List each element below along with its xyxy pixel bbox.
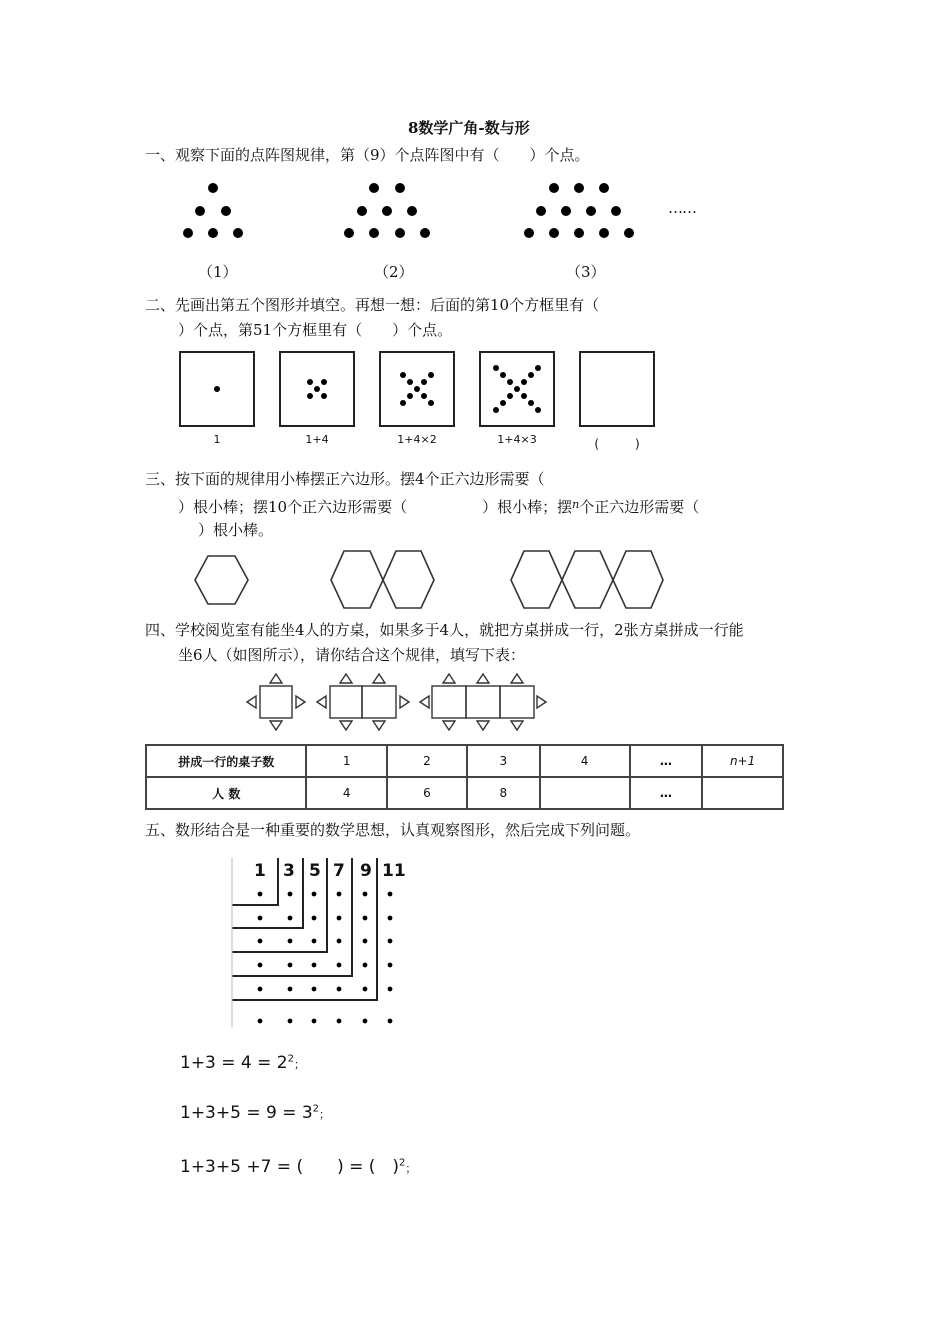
table-cell: 1 — [306, 745, 386, 777]
table-cell: 4 — [306, 777, 386, 809]
exponent: 2 — [399, 1157, 406, 1169]
table-cell: … — [630, 745, 703, 777]
column-number: 7 — [333, 861, 345, 881]
dot — [363, 963, 368, 968]
question-3-line-2-part-a: ）根小棒；摆10个正六边形需要（ ）根小棒；摆 — [178, 498, 573, 516]
column-number: 9 — [360, 861, 372, 881]
dot — [388, 987, 393, 992]
box-label-1: 1 — [213, 433, 221, 446]
dot — [312, 892, 317, 897]
equation-2: $1+3+5 = 9 = 3^2$； — [180, 1103, 331, 1123]
question-3-line-3: ）根小棒。 — [198, 521, 274, 539]
figure-label-3: （3） — [566, 263, 606, 281]
dot — [363, 892, 368, 897]
dot — [258, 892, 263, 897]
dot — [363, 939, 368, 944]
question-5-text: 五、数形结合是一种重要的数学思想，认真观察图形，然后完成下列问题。 — [145, 821, 641, 839]
table-cell: … — [630, 777, 703, 809]
question-4-line-1: 四、学校阅览室有能坐4人的方桌，如果多于4人，就把方桌拼成一行，2张方桌拼成一行能 — [145, 621, 744, 639]
table-header-tables: 拼成一行的桌子数 — [146, 745, 306, 777]
question-4-line-2: 坐6人（如图所示），请你结合这个规律，填写下表： — [178, 646, 526, 664]
dot — [388, 916, 393, 921]
table-cell: 3 — [467, 745, 539, 777]
box-label-4: 1+4×3 — [497, 433, 537, 446]
figure-label-1: （1） — [198, 263, 238, 281]
dot — [388, 892, 393, 897]
dot — [312, 939, 317, 944]
dot — [337, 916, 342, 921]
equation-3: 1+3+5 +7 = ( ) = ( )$^2$； — [180, 1157, 417, 1177]
table-cell: 6 — [387, 777, 467, 809]
dot — [312, 963, 317, 968]
ellipsis: …… — [668, 199, 696, 217]
exponent: 2 — [287, 1053, 294, 1065]
dot — [258, 963, 263, 968]
dot — [337, 987, 342, 992]
dot — [288, 963, 293, 968]
dot — [258, 939, 263, 944]
table-cell: n+1 — [702, 745, 783, 777]
question-2-line-2: ）个点，第51个方框里有（ ）个点。 — [178, 321, 453, 339]
dot — [363, 1019, 368, 1024]
dot — [288, 892, 293, 897]
dot — [288, 916, 293, 921]
table-cell: 8 — [467, 777, 539, 809]
dot — [337, 939, 342, 944]
column-number: 5 — [309, 861, 321, 881]
column-number: 11 — [382, 861, 406, 881]
dot — [288, 1019, 293, 1024]
dot — [337, 963, 342, 968]
dot — [258, 1019, 263, 1024]
dot — [312, 916, 317, 921]
dot — [388, 963, 393, 968]
table-header-people: 人 数 — [146, 777, 306, 809]
page-title: 8数学广角-数与形 — [408, 119, 530, 137]
dot — [258, 987, 263, 992]
box-label-2: 1+4 — [305, 433, 329, 446]
dot — [288, 939, 293, 944]
question-1-text: 一、观察下面的点阵图规律，第（9）个点阵图中有（ ）个点。 — [145, 146, 590, 164]
box-label-5-blank: ( ) — [594, 437, 640, 451]
table-cell: 2 — [387, 745, 467, 777]
figure-label-2: （2） — [374, 263, 414, 281]
dot — [363, 987, 368, 992]
column-number: 3 — [283, 861, 295, 881]
box-label-3: 1+4×2 — [397, 433, 437, 446]
dot — [337, 1019, 342, 1024]
equation-1: $1+3 = 4 = 2^2$； — [180, 1053, 305, 1073]
dot — [312, 987, 317, 992]
table-cell: 4 — [540, 745, 630, 777]
question-2-line-1: 二、先画出第五个图形并填空。再想一想：后面的第10个方框里有（ — [145, 296, 600, 314]
dot — [258, 916, 263, 921]
column-number: 1 — [254, 861, 266, 881]
question-3-line-1: 三、按下面的规律用小棒摆正六边形。摆4个正六边形需要（ — [145, 470, 545, 488]
exponent: 2 — [312, 1103, 320, 1115]
dot — [288, 987, 293, 992]
dot — [388, 939, 393, 944]
n-symbol: n — [572, 498, 580, 511]
dot — [363, 916, 368, 921]
dot — [388, 1019, 393, 1024]
dot — [312, 1019, 317, 1024]
dot — [337, 892, 342, 897]
question-3-line-2-part-b: 个正六边形需要（ — [579, 498, 700, 516]
